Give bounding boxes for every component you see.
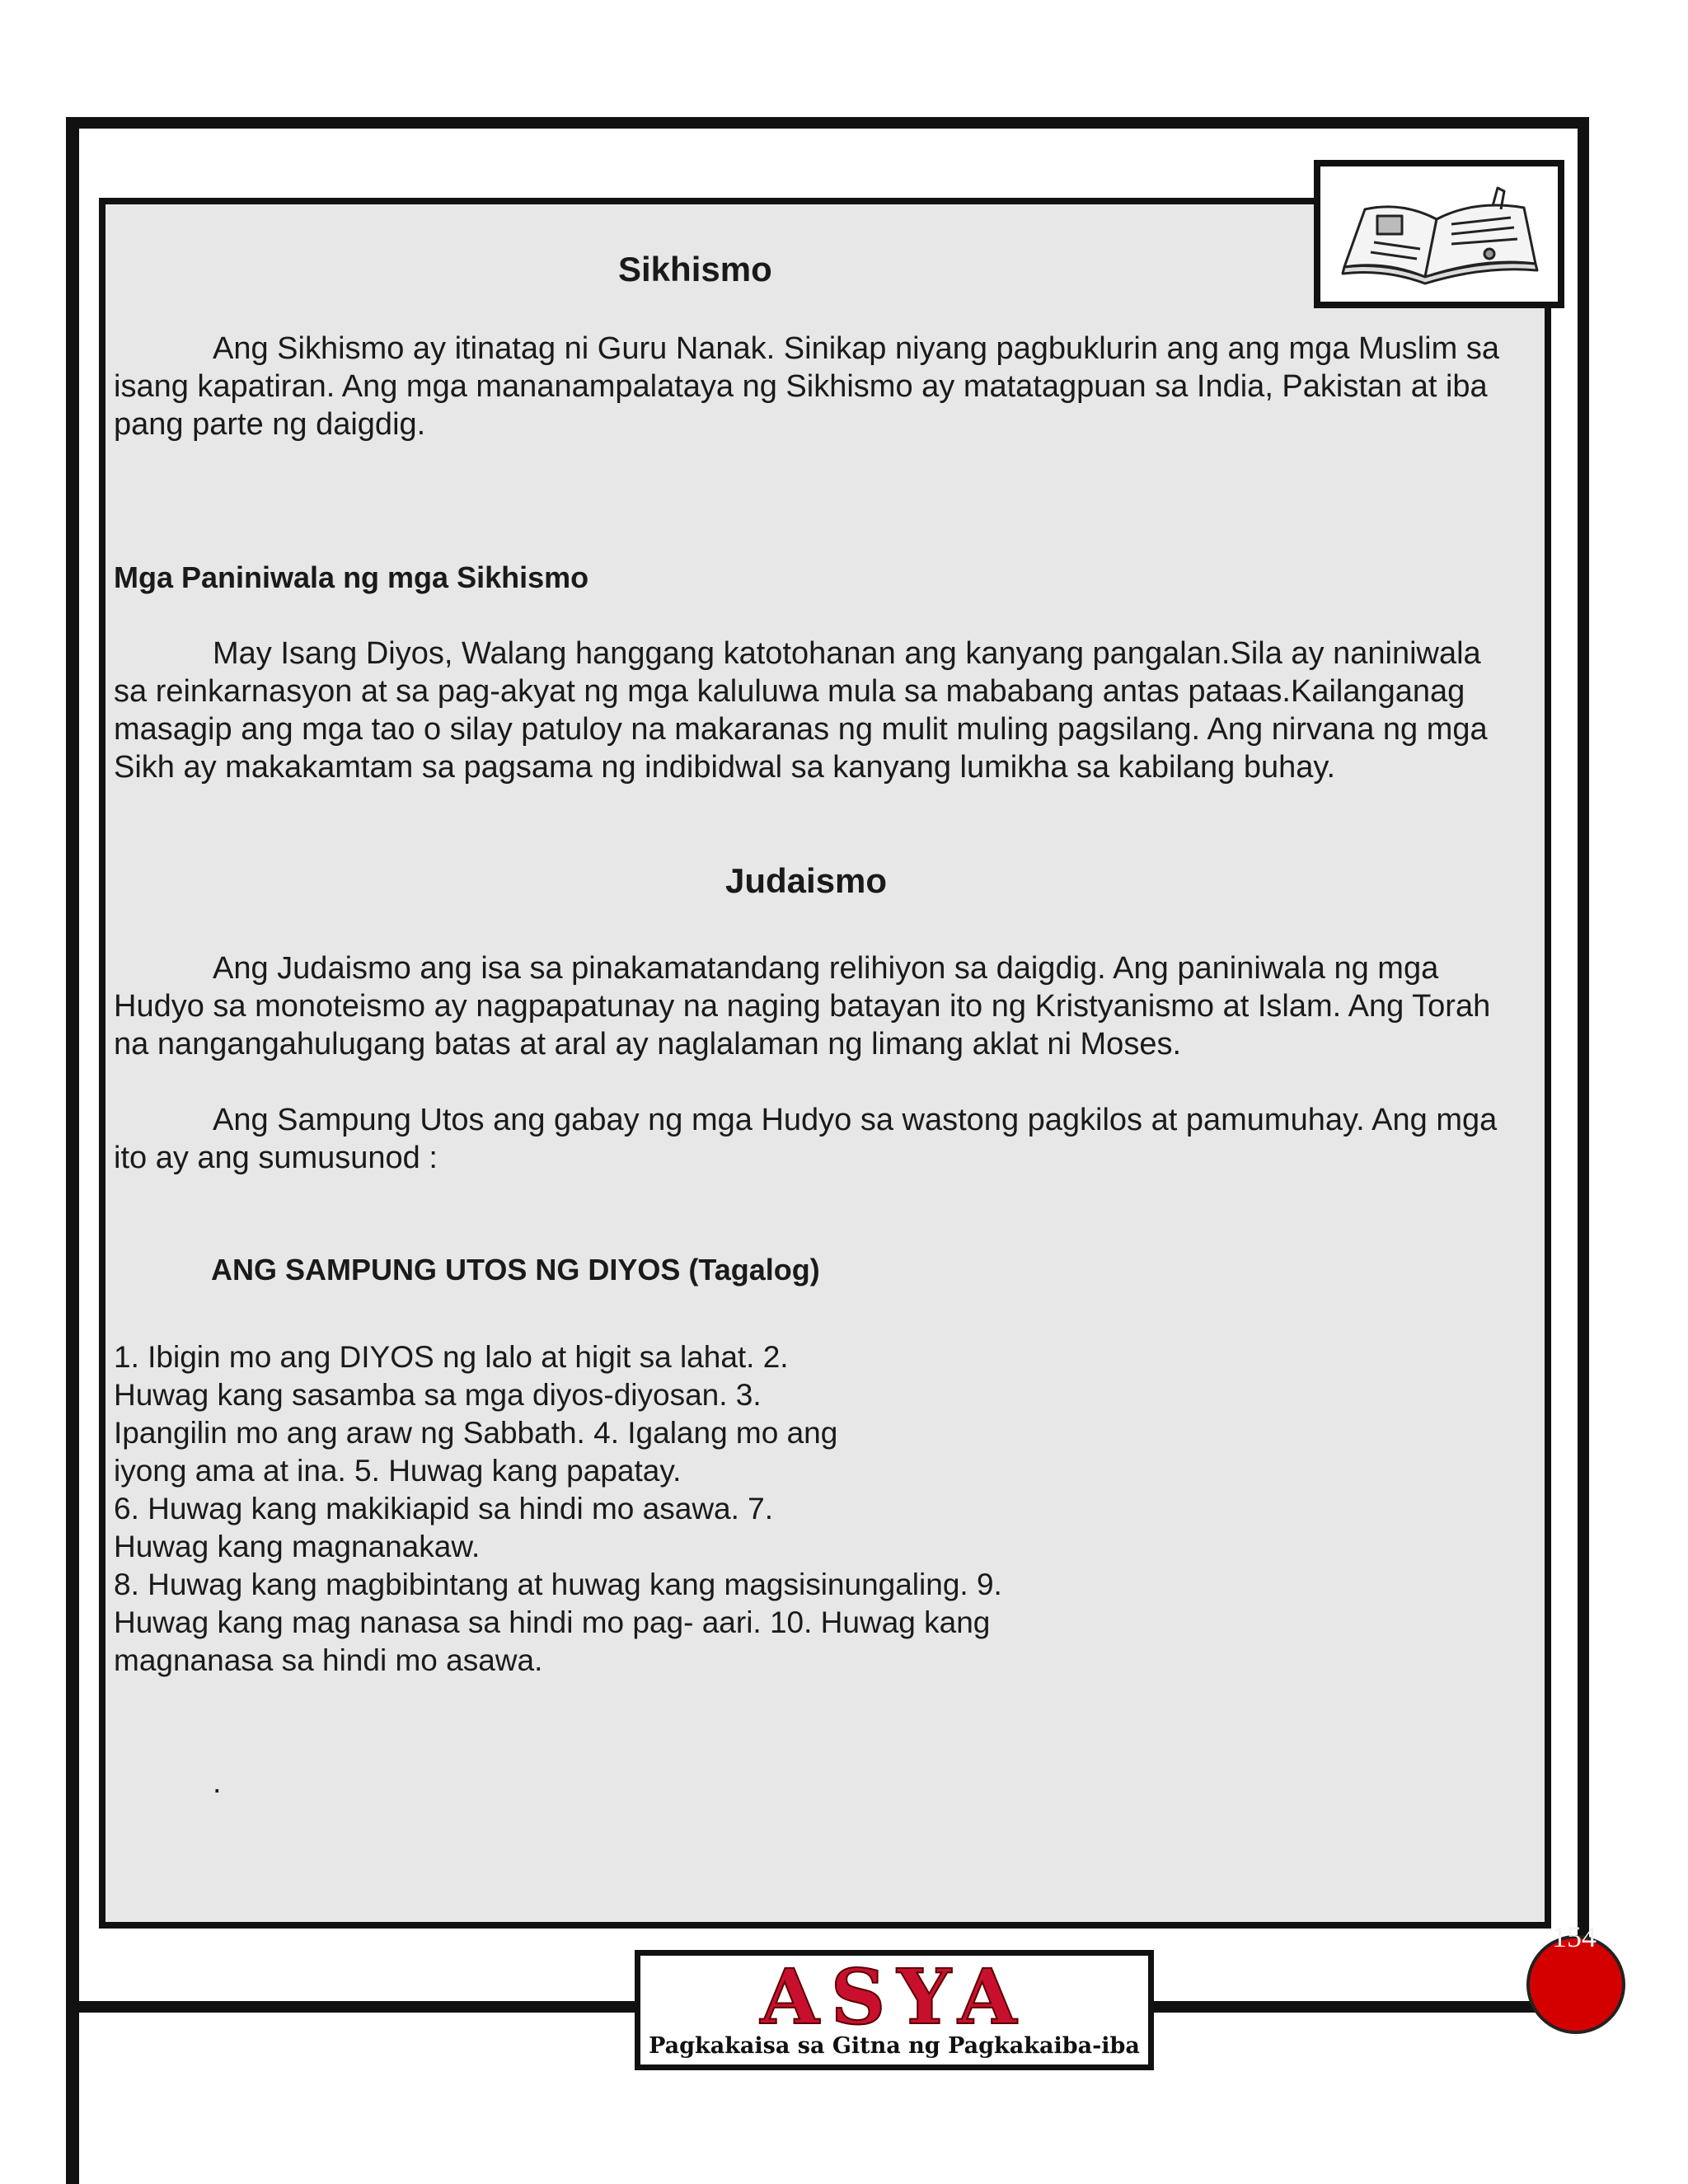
paragraph-paniniwala: May Isang Diyos, Walang hanggang katotohanan ang kanyang pangalan.Sila ay naniniwala sa reinkarnasyon at sa pag-akyat ng mga kaluluwa mula sa mababang antas pataas.Kailanganag masagip ang mga tao o silay patuloy na makaranas ng mulit muling pagsilang. Ang nirvana ng mga Sikh ay makakamtam sa pagsama ng indibidwal sa kanyang lumikha sa kabilang buhay. [114, 636, 1488, 785]
commandment-line: Huwag kang magnanakaw. [114, 1530, 481, 1563]
trailing-dot: . [213, 1765, 222, 1800]
section-title-paniniwala: Mga Paniniwala ng mga Sikhismo [114, 560, 589, 594]
paragraph-sikhismo: Ang Sikhismo ay itinatag ni Guru Nanak. Sinikap niyang pagbuklurin ang ang mga Muslim sa isang kapatiran. Ang mga mananampalataya ng Sikhismo ay matatagpuan sa India, Pakistan at iba pang parte ng daigdig. [114, 331, 1499, 442]
logo-tagline: Pagkakaisa sa Gitna ng Pagkakaiba-iba [649, 2033, 1140, 2059]
book-illustration-frame [1314, 160, 1564, 308]
page-frame-left [66, 117, 79, 2184]
commandment-line: magnanasa sa hindi mo asawa. [114, 1643, 543, 1677]
commandments-title: ANG SAMPUNG UTOS NG DIYOS (Tagalog) [211, 1253, 820, 1286]
commandment-line: 6. Huwag kang makikiapid sa hindi mo asawa. 7. [114, 1492, 774, 1526]
commandment-line: iyong ama at ina. 5. Huwag kang papatay. [114, 1454, 682, 1488]
paragraph-judaismo-1: Ang Judaismo ang isa sa pinakamatandang relihiyon sa daigdig. Ang paniniwala ng mga Hudyo sa monoteismo ay nagpapatunay na naging batayan ito ng Kristyanismo at Islam. Ang Torah na nangangahulugang batas at aral ay naglalaman ng limang aklat ni Moses. [114, 951, 1491, 1062]
commandments-list [114, 1338, 1119, 1680]
page-frame-right [1578, 117, 1589, 2013]
page-frame-top [66, 117, 1589, 129]
section-title-sikhismo: Sikhismo [618, 250, 772, 288]
logo-word: ASYA [760, 1952, 1029, 2041]
open-book-icon [1328, 176, 1550, 292]
commandment-line: 1. Ibigin mo ang DIYOS ng lalo at higit sa lahat. 2. [114, 1340, 789, 1374]
asya-logo [635, 1950, 1154, 2070]
paragraph-judaismo-2: Ang Sampung Utos ang gabay ng mga Hudyo sa wastong pagkilos at pamumuhay. Ang mga ito ay ang sumusunod : [114, 1103, 1498, 1175]
commandment-line: Ipangilin mo ang araw ng Sabbath. 4. Igalang mo ang [114, 1416, 838, 1450]
commandment-line: Huwag kang sasamba sa mga diyos-diyosan. 3. [114, 1378, 762, 1412]
page-number: 154 [1552, 1920, 1597, 1953]
section-title-judaismo: Judaismo [725, 861, 888, 900]
commandment-line: 8. Huwag kang magbibintang at huwag kang magsisinungaling. 9. [114, 1568, 1002, 1601]
commandment-line: Huwag kang mag nanasa sa hindi mo pag- aari. 10. Huwag kang [114, 1605, 991, 1639]
